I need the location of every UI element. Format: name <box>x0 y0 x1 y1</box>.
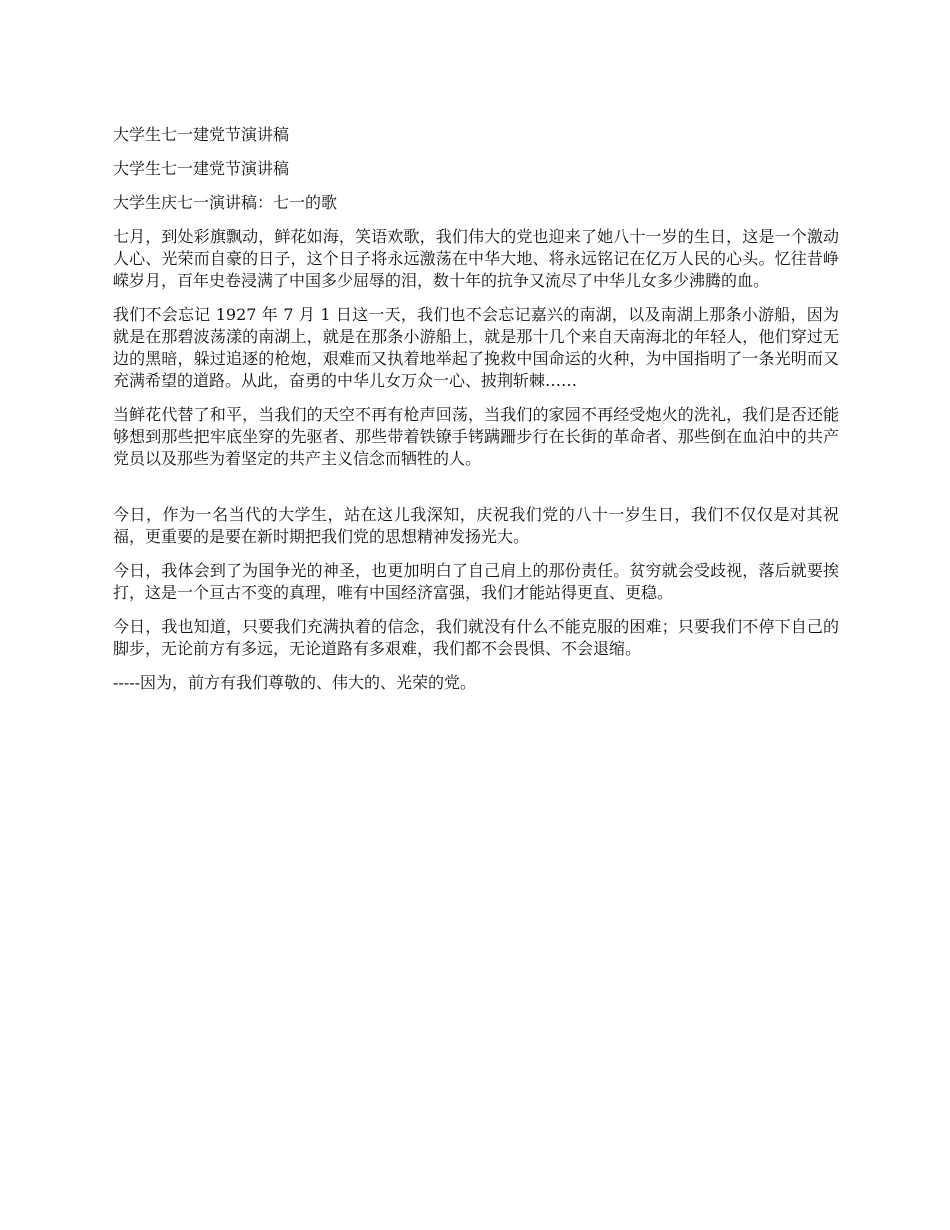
document-title: 大学生七一建党节演讲稿 <box>113 125 290 144</box>
paragraph-2: 我们不会忘记 1927 年 7 月 1 日这一天，我们也不会忘记嘉兴的南湖，以及南湖上那条小游船，因为就是在那碧波荡漾的南湖上，就是在那条小游船上，就是那十几个来自天南海北的年轻人，他们穿过无边的黑暗，躲过追逐的枪炮，艰难而又执着地举起了挽救中国命运的火种，为中国指明了一条光明而又充满希望的道路。从此，奋勇的中华儿女万众一心、披荆斩棘…… <box>113 305 839 390</box>
paragraph-6: 今日，我也知道，只要我们充满执着的信念，我们就没有什么不能克服的困难；只要我们不停下自己的脚步，无论前方有多远，无论道路有多艰难，我们都不会畏惧、不会退缩。 <box>113 617 839 658</box>
paragraph-3: 当鲜花代替了和平，当我们的天空不再有枪声回荡，当我们的家园不再经受炮火的洗礼，我们是否还能够想到那些把牢底坐穿的先驱者、那些带着铁镣手铐蹒跚步行在长街的革命者、那些倒在血泊中的共产党员以及那些为着坚定的共产主义信念而牺牲的人。 <box>113 405 839 468</box>
document-body <box>113 124 839 706</box>
paragraph-5: 今日，我体会到了为国争光的神圣，也更加明白了自己肩上的那份责任。贫穷就会受歧视，落后就要挨打，这是一个亘古不变的真理，唯有中国经济富强，我们才能站得更直、更稳。 <box>113 561 839 602</box>
paragraph-7: -----因为，前方有我们尊敬的、伟大的、光荣的党。 <box>113 673 477 692</box>
document-subtitle: 大学生庆七一演讲稿：七一的歌 <box>113 193 338 212</box>
paragraph-1: 七月，到处彩旗飘动，鲜花如海，笑语欢歌，我们伟大的党也迎来了她八十一岁的生日，这是一个激动人心、光荣而自豪的日子，这个日子将永远激荡在中华大地、将永远铭记在亿万人民的心头。忆往昔峥嵘岁月，百年史卷浸满了中国多少屈辱的泪，数十年的抗争又流尽了中华儿女多少沸腾的血。 <box>113 227 839 290</box>
blank-line <box>113 482 839 504</box>
document-title-repeat: 大学生七一建党节演讲稿 <box>113 159 290 178</box>
paragraph-4: 今日，作为一名当代的大学生，站在这儿我深知，庆祝我们党的八十一岁生日，我们不仅仅是对其祝福，更重要的是要在新时期把我们党的思想精神发扬光大。 <box>113 505 839 546</box>
